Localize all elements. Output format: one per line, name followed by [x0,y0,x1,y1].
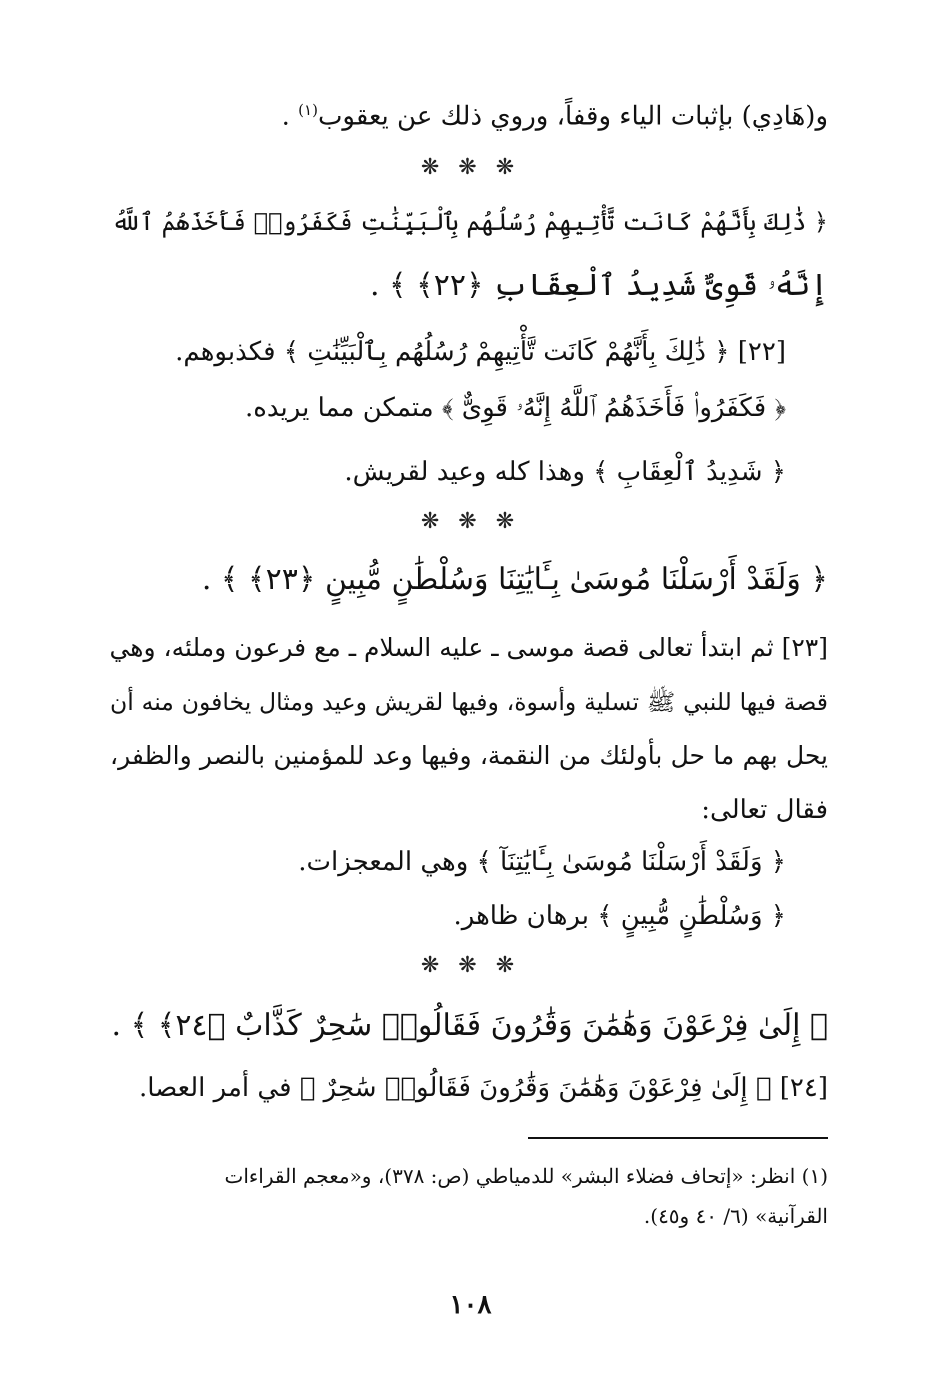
text-line-intro [110,88,828,139]
page-number: ١٠٨ [449,1290,492,1320]
intro-end: . [281,101,290,132]
footnote-line-2: القرآنية» (٦/ ٤٠ و٤٥). [643,1204,828,1228]
commentary-24-line-1: [٢٤] ﴿ إِلَىٰ فِرْعَوْنَ وَهَٰمَٰنَ وَقَٰرُونَ فَقَالُوا۟ سَٰحِرٌ ﴾ في أمر العصا. [138,1073,828,1103]
footnote-ref[interactable]: (١) [298,101,318,119]
separator-stars-1: ❋ ❋ ❋ [420,155,521,180]
commentary-23-line-5: ﴿ وَلَقَدْ أَرْسَلْنَا مُوسَىٰ بِـَٔايَٰتِنَآ ﴾ وهي المعجزات. [298,847,786,877]
ayah-23: ﴿ وَلَقَدْ أَرْسَلْنَا مُوسَىٰ بِـَٔايَٰتِنَا وَسُلْطَٰنٍ مُّبِينٍ ﴿٢٣﴾ ﴾ . [201,562,828,597]
commentary-23-line-1: [٢٣] ثم ابتدأ تعالى قصة موسى ـ عليه السلام ـ مع فرعون وملئه، وهي [109,633,828,662]
ayah-24: ﴿ إِلَىٰ فِرْعَوْنَ وَهَٰمَٰنَ وَقَٰرُونَ فَقَالُوا۟ سَٰحِرٌ كَذَّابٌ ﴿٢٤﴾ ﴾ . [111,1008,828,1043]
intro-text: و(هَادِي) بإثبات الياء وقفاً، وروي ذلك عن يعقوب [317,101,828,132]
commentary-23-line-4: فقال تعالى: [701,795,828,825]
commentary-22-line-3: ﴿ شَدِيدُ ٱلْعِقَابِ ﴾ وهذا كله وعيد لقريش. [344,457,786,487]
ayah-22-line-2: إِنَّهُۥ قَوِىٌّ شَدِيدُ ٱلْعِقَابِ ﴿٢٢﴾ ﴾ . [369,268,828,303]
separator-stars-2: ❋ ❋ ❋ [420,509,521,534]
ayah-22-line-1: ﴿ ذَٰلِكَ بِأَنَّهُمْ كَانَت تَّأْتِيهِمْ رُسُلُهُم بِٱلْبَيِّنَٰتِ فَكَفَرُوا۟ فَأَخَذَهُمُ ٱللَّهُ [111,208,828,236]
commentary-23-line-3: يحل بهم ما حل بأولئك من النقمة، وفيها وعد للمؤمنين بالنصر والظفر، [110,741,828,770]
separator-stars-3: ❋ ❋ ❋ [420,953,521,978]
commentary-23-line-6: ﴿ وَسُلْطَٰنٍ مُّبِينٍ ﴾ برهان ظاهر. [453,901,786,931]
commentary-23-line-2: قصة فيها للنبي ﷺ تسلية وأسوة، وفيها لقريش وعيد ومثال يخافون منه أن [110,688,828,716]
footnote-line-1: (١) انظر: «إتحاف فضلاء البشر» للدمياطي (ص: ٣٧٨)، و«معجم القراءات [224,1164,828,1188]
commentary-22-line-2: ﴿ فَكَفَرُوا۟ فَأَخَذَهُمُ ٱللَّهُ إِنَّهُۥ قَوِىٌّ ﴾ متمكن مما يريده. [244,393,786,423]
commentary-22-line-1: [٢٢] ﴿ ذَٰلِكَ بِأَنَّهُمْ كَانَت تَّأْتِيهِمْ رُسُلُهُم بِٱلْبَيِّنَٰتِ ﴾ فكذبوهم. [175,337,786,367]
footnote-separator [528,1137,828,1139]
